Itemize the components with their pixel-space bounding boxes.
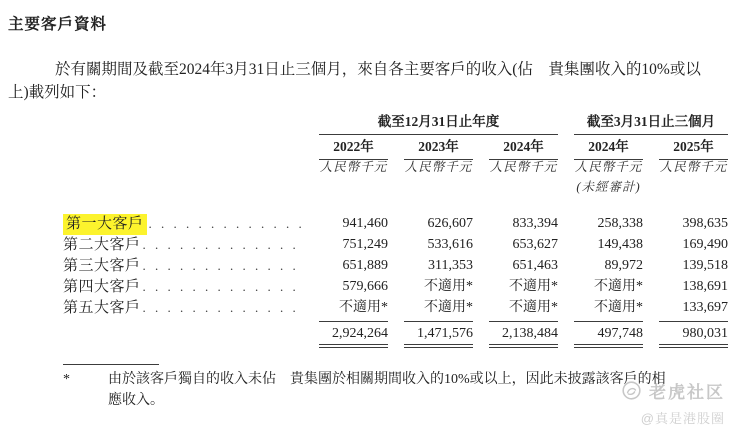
- revenue-cell: 169,490: [682, 237, 728, 252]
- watermark-handle: @真是港股圈: [640, 411, 725, 426]
- revenue-cell: 139,518: [682, 258, 728, 273]
- table-row-label: [63, 213, 303, 234]
- table-row-label: [63, 297, 303, 318]
- group-spacer: [63, 110, 303, 132]
- revenue-cell: 398,635: [682, 216, 728, 231]
- revenue-cell: 不適用*: [509, 300, 558, 315]
- intro-paragraph: [8, 58, 727, 104]
- table-row-label: [63, 255, 303, 276]
- customer-5-label: 第五大客戶: [63, 300, 141, 316]
- customer-3-label: 第三大客戶: [63, 258, 141, 274]
- unaudited-note: (未經審計): [576, 180, 641, 194]
- revenue-cell: 579,666: [342, 279, 388, 294]
- revenue-cell: 不適用*: [424, 300, 473, 315]
- customer-1-label: 第一大客戶: [63, 214, 147, 235]
- page-title: 主要客戶資料: [8, 16, 108, 33]
- revenue-cell: 不適用*: [509, 279, 558, 294]
- customer-2-label: 第二大客戶: [63, 237, 141, 253]
- revenue-cell: 653,627: [512, 237, 558, 252]
- revenue-cell: 89,972: [604, 258, 643, 273]
- revenue-cell: 311,353: [428, 258, 473, 273]
- major-customers-table: [63, 110, 727, 348]
- revenue-cell: 258,338: [597, 216, 643, 231]
- revenue-cell: 751,249: [342, 237, 388, 252]
- footnote-marker: *: [63, 372, 70, 387]
- revenue-cell: 651,463: [512, 258, 558, 273]
- total-cell: 1,471,576: [388, 318, 473, 348]
- revenue-cell: 不適用*: [594, 300, 643, 315]
- unit-label: 人民幣千元: [659, 160, 728, 174]
- revenue-cell: 不適用*: [424, 279, 473, 294]
- revenue-cell: 651,889: [342, 258, 388, 273]
- footnote-rule: [63, 364, 159, 365]
- customer-4-label: 第四大客戶: [63, 279, 141, 295]
- col-header-2023: 2023年: [388, 132, 473, 157]
- tiger-logo-icon: [621, 380, 642, 401]
- footnote-text: 由於該客戶獨自的收入未佔 貴集團於相關期間收入的10%或以上，因此未披露該客戶的相 應收入。: [108, 372, 666, 408]
- unit-label: 人民幣千元: [489, 160, 558, 174]
- revenue-cell: 不適用*: [339, 300, 388, 315]
- dot-leader: [143, 255, 303, 276]
- total-cell: 2,924,264: [303, 318, 388, 348]
- group-header-quarter: 截至3月31日止三個月: [558, 110, 728, 132]
- col-header-2022: 2022年: [303, 132, 388, 157]
- unit-label: 人民幣千元: [574, 160, 643, 174]
- revenue-cell: 138,691: [682, 279, 728, 294]
- unit-label: 人民幣千元: [319, 160, 388, 174]
- revenue-cell: 不適用*: [594, 279, 643, 294]
- col-header-2025: 2025年: [643, 132, 728, 157]
- unit-label: 人民幣千元: [404, 160, 473, 174]
- revenue-cell: 149,438: [597, 237, 643, 252]
- revenue-cell: 626,607: [427, 216, 473, 231]
- table-row-label: [63, 276, 303, 297]
- watermark: [621, 378, 725, 427]
- revenue-cell: 133,697: [682, 300, 728, 315]
- intro-line-2: 上)載列如下：: [8, 84, 107, 101]
- intro-line-1: 於有關期間及截至2024年3月31日止三個月，來自各主要客戶的收入(佔 貴集團收入的10%或以: [55, 61, 701, 78]
- dot-leader: [143, 297, 303, 318]
- revenue-cell: 833,394: [512, 216, 558, 231]
- col-header-2024-q1: 2024年: [558, 132, 643, 157]
- table-row-label: [63, 234, 303, 255]
- revenue-cell: 533,616: [427, 237, 473, 252]
- col-header-2024: 2024年: [473, 132, 558, 157]
- group-header-annual: 截至12月31日止年度: [303, 110, 558, 132]
- revenue-cell: 941,460: [342, 216, 388, 231]
- total-cell: 497,748: [558, 318, 643, 348]
- dot-leader: [143, 234, 303, 255]
- total-cell: 980,031: [643, 318, 728, 348]
- dot-leader: [143, 276, 303, 297]
- total-cell: 2,138,484: [473, 318, 558, 348]
- dot-leader: [149, 213, 303, 234]
- watermark-brand: 老虎社区: [649, 383, 725, 402]
